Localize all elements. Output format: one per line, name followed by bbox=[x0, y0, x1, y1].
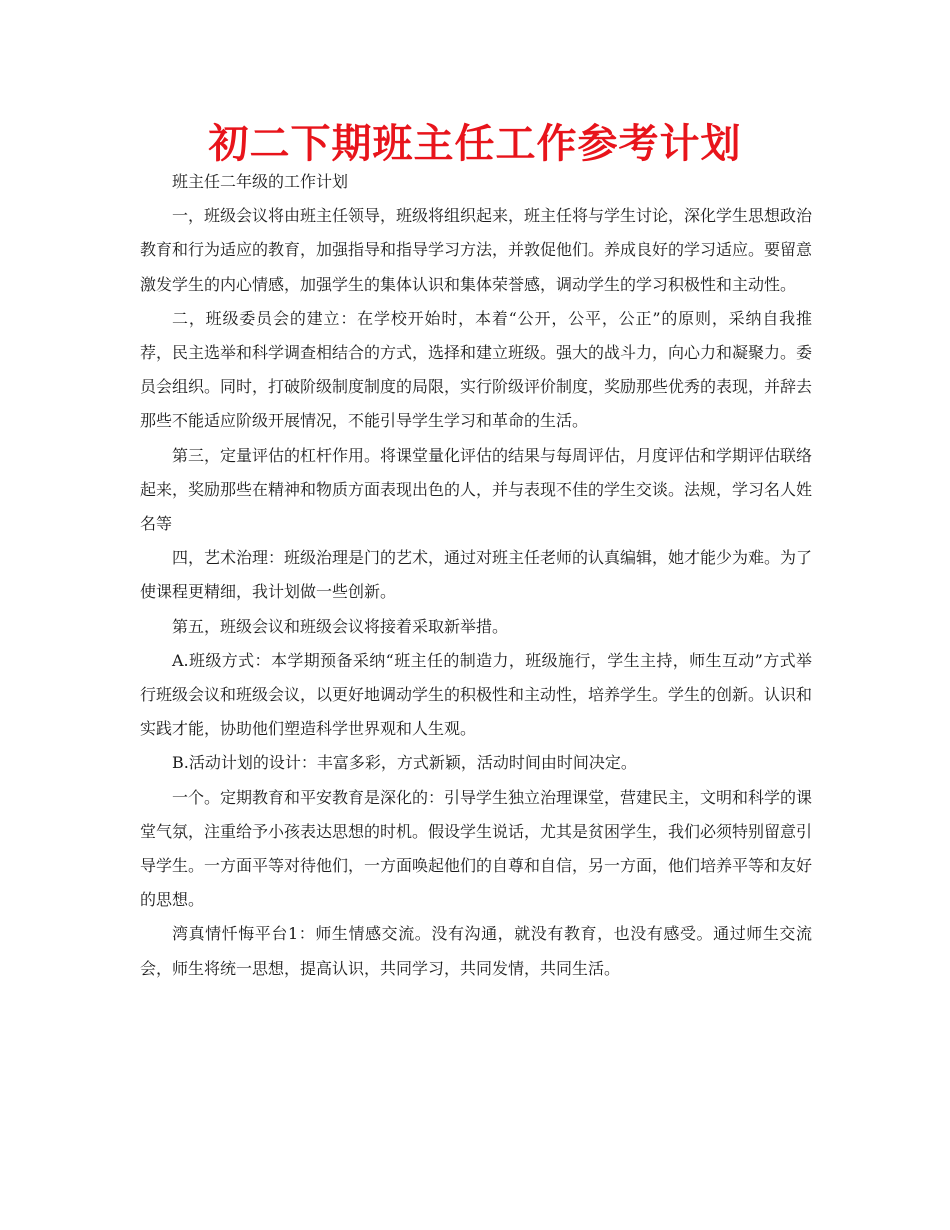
paragraph-class-meeting: 一，班级会议将由班主任领导，班级将组织起来，班主任将与学生讨论，深化学生思想政治教育和行为适应的教育，加强指导和指导学习方法，并敦促他们。养成良好的学习适应。要留意激发学生的内心情感，加强学生的集体认识和集体荣誉感，调动学生的学习积极性和主动性。 bbox=[140, 206, 813, 294]
paragraph-quantitative-evaluation: 第三，定量评估的杠杆作用。将课堂量化评估的结果与每周评估，月度评估和学期评估联络起来，奖励那些在精神和物质方面表现出色的人，并与表现不佳的学生交谈。法规，学习名人姓名等 bbox=[140, 445, 813, 534]
paragraph-activity-design: B.活动计划的设计：丰富多彩，方式新颖，活动时间由时间决定。 bbox=[172, 753, 637, 773]
document-title: 初二下期班主任工作参考计划 bbox=[208, 121, 742, 167]
paragraph-art-management: 四，艺术治理：班级治理是门的艺术，通过对班主任老师的认真编辑，她才能少为难。为了使课程更精细，我计划做一些创新。 bbox=[140, 548, 813, 602]
paragraph-heading: 班主任二年级的工作计划 bbox=[172, 172, 349, 191]
paragraph-class-format: A.班级方式：本学期预备采纳“班主任的制造力，班级施行，学生主持，师生互动”方式举行班级会议和班级会议，以更好地调动学生的积极性和主动性，培养学生。学生的创新。认识和实践才能，协助他们塑造科学世界观和人生观。 bbox=[140, 650, 813, 739]
paragraph-exchange-platform: 湾真情忏悔平台1：师生情感交流。没有沟通，就没有教育，也没有感受。通过师生交流会，师生将统一思想，提高认识，共同学习，共同发情，共同生活。 bbox=[140, 924, 812, 978]
document-body bbox=[140, 165, 812, 986]
paragraph-class-committee: 二，班级委员会的建立：在学校开始时，本着“公开，公平，公正”的原则，采纳自我推荐，民主选举和科学调查相结合的方式，选择和建立班级。强大的战斗力，向心力和凝聚力。委员会组织。同时，打破阶级制度制度的局限，实行阶级评价制度，奖励那些优秀的表现，并辞去那些不能适应阶级开展情况，不能引导学生学习和革命的生活。 bbox=[140, 308, 813, 431]
paragraph-regular-education: 一个。定期教育和平安教育是深化的：引导学生独立治理课堂，营建民主，文明和科学的课堂气氛，注重给予小孩表达思想的时机。假设学生说话，尤其是贫困学生，我们必须特别留意引导学生。一方面平等对待他们，一方面唤起他们的自尊和自信，另一方面，他们培养平等和友好的思想。 bbox=[140, 787, 813, 910]
paragraph-new-measures: 第五，班级会议和班级会议将接着采取新举措。 bbox=[172, 616, 509, 636]
